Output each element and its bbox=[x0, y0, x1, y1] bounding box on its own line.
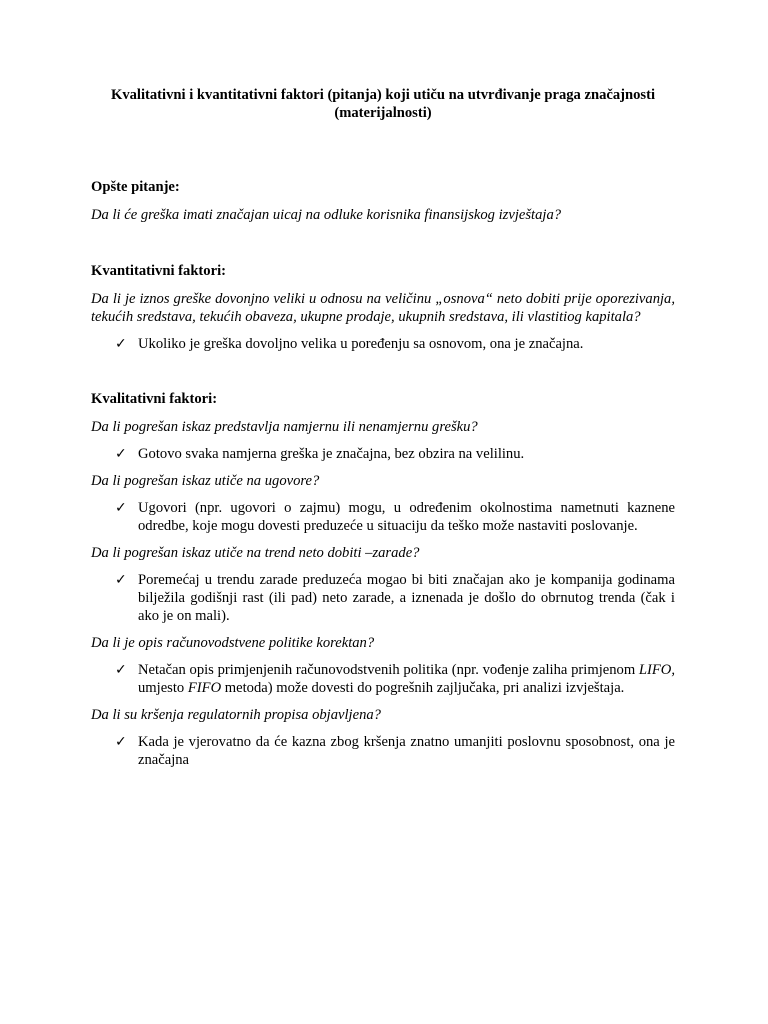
check-text-part-2: umjesto bbox=[138, 680, 188, 696]
check-icon: ✓ bbox=[115, 500, 127, 516]
check-icon: ✓ bbox=[115, 734, 127, 750]
check-text: Ukoliko je greška dovoljno velika u poređenju sa osnovom, ona je značajna. bbox=[138, 336, 584, 352]
check-text-part-3: metoda) može dovesti do pogrešnih zajljučaka, pri analizi izvještaja. bbox=[221, 680, 625, 696]
qualitative-heading: Kvalitativni faktori: bbox=[91, 391, 218, 407]
quantitative-check-item bbox=[91, 335, 675, 353]
quantitative-question: Da li je iznos greške dovonjno veliki u odnosu na veličinu „osnova“ neto dobiti prije oporezivanja, tekućih sredstava, tekućih obaveza, ukupne prodaje, ukupnih sredstava, ili vlastitiog kapitala? bbox=[91, 291, 675, 325]
document-page bbox=[91, 86, 675, 769]
qualitative-check-item-1 bbox=[91, 445, 675, 463]
check-icon: ✓ bbox=[115, 572, 127, 588]
fifo-term: FIFO bbox=[187, 680, 222, 696]
check-text: Gotovo svaka namjerna greška je značajna, bez obzira na velilinu. bbox=[138, 446, 525, 462]
qualitative-question-3: Da li pogrešan iskaz utiče na trend neto dobiti –zarade? bbox=[91, 545, 420, 561]
qualitative-check-item-5 bbox=[91, 733, 675, 769]
check-icon: ✓ bbox=[115, 446, 127, 462]
title-line-1: Kvalitativni i kvantitativni faktori (pitanja) koji utiču na utvrđivanje praga značajnosti bbox=[110, 87, 656, 103]
quantitative-heading: Kvantitativni faktori: bbox=[91, 263, 226, 279]
lifo-term: LIFO, bbox=[638, 662, 675, 678]
check-icon: ✓ bbox=[115, 662, 127, 678]
qualitative-question-5: Da li su kršenja regulatornih propisa objavljena? bbox=[91, 707, 381, 723]
check-icon: ✓ bbox=[115, 336, 127, 352]
qualitative-check-item-2 bbox=[91, 499, 675, 535]
qualitative-question-1: Da li pogrešan iskaz predstavlja namjernu ili nenamjernu grešku? bbox=[91, 419, 478, 435]
check-text: Poremećaj u trendu zarade preduzeća mogao bi biti značajan ako je kompanija godinama bilježila godišnji rast (ili pad) neto zarade, a iznenada je došlo do obrnutog trenda (čak i ako je on mali). bbox=[138, 572, 675, 624]
general-question: Da li će greška imati značajan uicaj na odluke korisnika finansijskog izvještaja? bbox=[91, 207, 562, 223]
check-text: Kada je vjerovatno da će kazna zbog kršenja znatno umanjiti poslovnu sposobnost, ona je značajna bbox=[138, 734, 675, 768]
qualitative-check-item-4 bbox=[91, 661, 675, 697]
check-text: Ugovori (npr. ugovori o zajmu) mogu, u određenim okolnostima nametnuti kaznene odredbe, koje mogu dovesti preduzeće u situaciju da teško može nastaviti poslovanje. bbox=[138, 500, 675, 534]
qualitative-question-2: Da li pogrešan iskaz utiče na ugovore? bbox=[91, 473, 320, 489]
title-line-2: (materijalnosti) bbox=[334, 105, 432, 121]
document-title bbox=[91, 86, 675, 122]
qualitative-check-item-3 bbox=[91, 571, 675, 625]
qualitative-question-4: Da li je opis računovodstvene politike korektan? bbox=[91, 635, 375, 651]
check-text-part-1: Netačan opis primjenjenih računovodstvenih politika (npr. vođenje zaliha primjenom bbox=[138, 662, 639, 678]
general-heading: Opšte pitanje: bbox=[91, 179, 180, 195]
